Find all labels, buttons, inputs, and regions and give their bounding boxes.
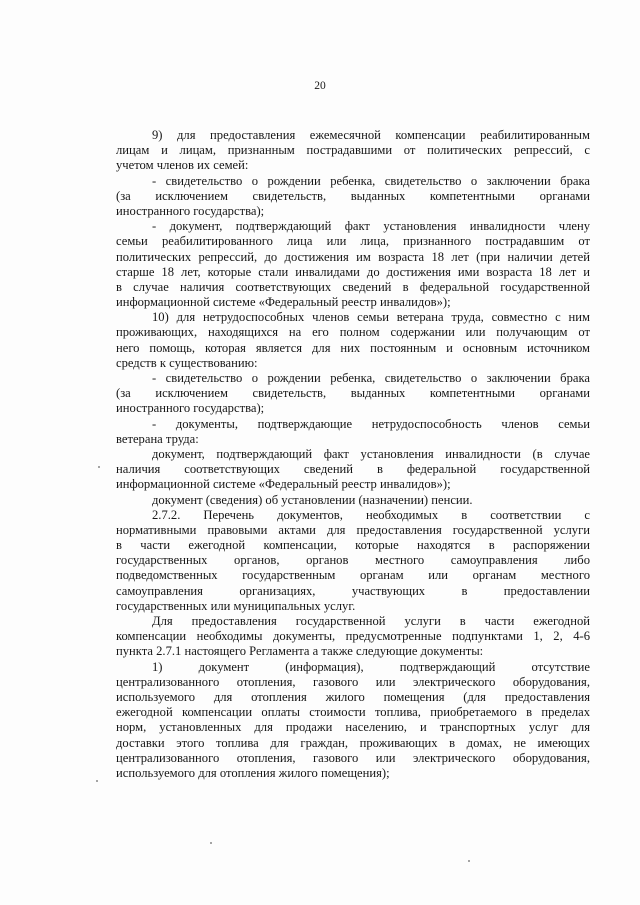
text-line: средств к существованию: [116,355,258,370]
text-line: документ, подтверждающий факт установления инвалидности (в случае [152,446,590,461]
text-line: используемого для отопления жилого помещения (для предоставления [116,689,590,704]
text-line: 10) для нетрудоспособных членов семьи ветерана труда, совместно с ним [152,310,590,325]
text-line: - документ, подтверждающий факт установления инвалидности члену [152,219,590,234]
text-line: 9) для предоставления ежемесячной компенсации реабилитированным [152,128,590,142]
text-line: - документы, подтверждающие нетрудоспособность членов семьи [152,416,590,431]
text-line: лицам и лицам, признанным пострадавшими от политических репрессий, с [116,143,590,158]
text-line: политических репрессий, до достижения им возраста 18 лет (при наличии детей [116,249,590,264]
text-line: государственных органов, органов местного самоуправления либо [116,553,590,568]
text-line: информационной системе «Федеральный реестр инвалидов»); [116,477,451,492]
text-line: используемого для отопления жилого помещения); [116,765,390,780]
text-line: ежегодной компенсации оплаты стоимости топлива, приобретаемого в пределах [116,705,590,720]
scan-speck [210,842,212,844]
text-line: документ (сведения) об установлении (назначении) пенсии. [152,492,473,507]
text-line: пункта 2.7.1 настоящего Регламента а также следующие документы: [116,644,484,659]
text-line: централизованного отопления, газового или электрического оборудования, [116,674,590,689]
text-line: наличия соответствующих сведений в федеральной государственной [116,462,590,477]
text-line: иностранного государства); [116,203,265,218]
text-line: норм, установленных для продажи населению, и транспортных услуг для [116,720,590,735]
scan-speck [468,860,470,862]
text-line: проживающих, находящихся на его полном содержании или получающим от [116,325,590,340]
text-line: ветерана труда: [116,431,199,446]
document-body [116,128,590,781]
text-line: него помощь, которая является для них постоянным и основным источником [116,340,590,355]
text-line: (за исключением свидетельств, выданных компетентными органами [116,188,590,203]
text-line: - свидетельство о рождении ребенка, свидетельство о заключении брака [152,173,590,188]
text-line: (за исключением свидетельств, выданных компетентными органами [116,386,590,401]
scan-speck [96,780,98,782]
text-line: государственных или муниципальных услуг. [116,598,356,613]
text-line: - свидетельство о рождении ребенка, свидетельство о заключении брака [152,371,590,385]
text-line: самоуправления организациях, участвующих в предоставлении [116,583,590,598]
text-line: в случае наличия соответствующих сведений в федеральной государственной [116,279,590,294]
text-line: подведомственных государственным органам или органам местного [116,568,590,583]
scan-speck [98,466,100,468]
text-line: учетом членов их семей: [116,158,249,173]
text-line: 2.7.2. Перечень документов, необходимых в соответствии с [152,507,590,522]
text-line: 1) документ (информация), подтверждающий отсутствие [152,659,590,674]
text-line: нормативными правовыми актами для предоставления государственной услуги [116,522,590,537]
text-line: иностранного государства); [116,401,265,416]
text-line: компенсации необходимы документы, предусмотренные подпунктами 1, 2, 4-6 [116,629,590,644]
page-number: 20 [314,80,326,92]
text-line: семьи реабилитированного лица или лица, признанного пострадавшим от [116,234,590,249]
text-line: старше 18 лет, которые стали инвалидами до достижения ими возраста 18 лет и [116,264,590,279]
text-line: доставки этого топлива для граждан, проживающих в домах, не имеющих [116,735,590,750]
text-line: централизованного отопления, газового или электрического оборудования, [116,750,590,765]
text-line: Для предоставления государственной услуги в части ежегодной [152,614,590,628]
text-line: информационной системе «Федеральный реестр инвалидов»); [116,295,451,310]
text-line: в части ежегодной компенсации, которые находятся в распоряжении [116,538,590,553]
